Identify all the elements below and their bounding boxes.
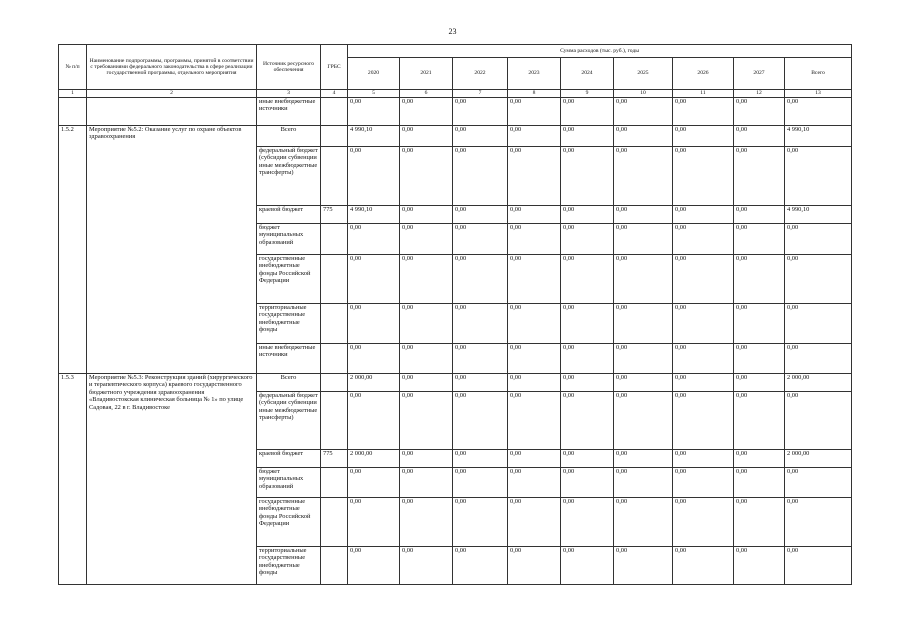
column-number: 8 — [508, 90, 561, 98]
header-year: 2022 — [453, 58, 508, 90]
value-cell: 0,00 — [453, 147, 508, 206]
value-cell: 0,00 — [400, 206, 453, 224]
value-cell: 0,00 — [508, 547, 561, 585]
value-cell: 0,00 — [785, 392, 852, 450]
value-cell: 0,00 — [508, 392, 561, 450]
value-cell: 0,00 — [400, 450, 453, 468]
value-cell: 0,00 — [453, 206, 508, 224]
header-year: 2023 — [508, 58, 561, 90]
grbs-code — [321, 344, 348, 374]
value-cell: 0,00 — [400, 147, 453, 206]
value-cell: 0,00 — [561, 344, 614, 374]
value-cell: 0,00 — [614, 498, 673, 547]
value-cell: 0,00 — [614, 126, 673, 147]
header-total: Всего — [785, 58, 852, 90]
value-cell: 0,00 — [508, 147, 561, 206]
value-cell: 0,00 — [453, 98, 508, 126]
value-cell: 0,00 — [785, 147, 852, 206]
value-cell: 0,00 — [785, 304, 852, 344]
value-cell: 0,00 — [785, 547, 852, 585]
value-cell: 0,00 — [348, 344, 400, 374]
value-cell: 0,00 — [673, 498, 734, 547]
header-year: 2024 — [561, 58, 614, 90]
value-cell: 0,00 — [400, 392, 453, 450]
value-cell: 0,00 — [400, 547, 453, 585]
value-cell: 0,00 — [673, 392, 734, 450]
value-cell: 0,00 — [785, 255, 852, 304]
header-year: 2020 — [348, 58, 400, 90]
column-number: 6 — [400, 90, 453, 98]
value-cell: 0,00 — [561, 255, 614, 304]
column-number: 2 — [87, 90, 257, 98]
value-cell: 0,00 — [785, 98, 852, 126]
value-cell: 0,00 — [734, 255, 785, 304]
value-cell: 0,00 — [561, 126, 614, 147]
value-cell: 2 000,00 — [348, 374, 400, 392]
activity-name: Мероприятие №5.2: Оказание услуг по охране объектов здравоохранения — [87, 126, 257, 374]
header-source: Источник ресурсного обеспечения — [257, 45, 321, 90]
value-cell: 0,00 — [400, 468, 453, 498]
value-cell: 0,00 — [453, 498, 508, 547]
grbs-code — [321, 224, 348, 255]
value-cell: 0,00 — [734, 498, 785, 547]
value-cell: 0,00 — [785, 468, 852, 498]
value-cell: 2 000,00 — [348, 450, 400, 468]
funding-source: государственные внебюджетные фонды Российской Федерации — [257, 255, 321, 304]
value-cell: 0,00 — [734, 468, 785, 498]
grbs-code — [321, 147, 348, 206]
value-cell: 2 000,00 — [785, 374, 852, 392]
value-cell: 0,00 — [400, 498, 453, 547]
value-cell: 0,00 — [453, 374, 508, 392]
funding-source-total: Всего — [257, 126, 321, 147]
value-cell: 0,00 — [673, 374, 734, 392]
grbs-code: 775 — [321, 206, 348, 224]
grbs-code — [321, 98, 348, 126]
value-cell: 0,00 — [348, 392, 400, 450]
value-cell: 0,00 — [400, 224, 453, 255]
activity-name: Мероприятие №5.3: Реконструкция зданий (хирургического и терапевтического корпуса) краевого государственного бюджетного учреждения здравоохранения «Владивостокская клиническая больница № 1» по улице Садовая, 22 в г. Владивостоке — [87, 374, 257, 585]
row-number — [59, 98, 87, 126]
grbs-code — [321, 374, 348, 392]
value-cell: 0,00 — [400, 344, 453, 374]
funding-source: краевой бюджет — [257, 206, 321, 224]
table-row — [59, 98, 852, 126]
value-cell: 4 990,10 — [785, 126, 852, 147]
header-year: 2021 — [400, 58, 453, 90]
value-cell: 0,00 — [348, 547, 400, 585]
value-cell: 0,00 — [673, 468, 734, 498]
header-grbs: ГРБС — [321, 45, 348, 90]
value-cell: 0,00 — [734, 98, 785, 126]
funding-source: иные внебюджетные источники — [257, 344, 321, 374]
value-cell: 0,00 — [508, 255, 561, 304]
grbs-code — [321, 255, 348, 304]
value-cell: 0,00 — [614, 547, 673, 585]
column-number: 11 — [673, 90, 734, 98]
value-cell: 0,00 — [673, 344, 734, 374]
value-cell: 0,00 — [614, 98, 673, 126]
value-cell: 0,00 — [561, 498, 614, 547]
value-cell: 4 990,10 — [785, 206, 852, 224]
value-cell: 0,00 — [614, 255, 673, 304]
value-cell: 0,00 — [348, 498, 400, 547]
value-cell: 0,00 — [453, 255, 508, 304]
header-name: Наименование подпрограммы, программы, принятой в соответствии с требованиями федерального законодательства в сфере реализации государственной программы, отдельного мероприятия — [87, 45, 257, 90]
value-cell: 0,00 — [673, 224, 734, 255]
value-cell: 0,00 — [508, 374, 561, 392]
page-number: 23 — [448, 27, 457, 36]
value-cell: 0,00 — [561, 392, 614, 450]
header-year: 2026 — [673, 58, 734, 90]
table-row — [59, 374, 852, 392]
value-cell: 0,00 — [453, 468, 508, 498]
value-cell: 0,00 — [348, 98, 400, 126]
value-cell: 0,00 — [348, 224, 400, 255]
value-cell: 0,00 — [453, 224, 508, 255]
value-cell: 0,00 — [400, 374, 453, 392]
value-cell: 0,00 — [614, 147, 673, 206]
value-cell: 0,00 — [734, 126, 785, 147]
value-cell: 0,00 — [453, 547, 508, 585]
value-cell: 0,00 — [673, 304, 734, 344]
value-cell: 2 000,00 — [785, 450, 852, 468]
value-cell: 0,00 — [348, 304, 400, 344]
header-year: 2027 — [734, 58, 785, 90]
value-cell: 0,00 — [614, 224, 673, 255]
value-cell: 0,00 — [561, 206, 614, 224]
row-number: 1.5.2 — [59, 126, 87, 374]
column-number: 5 — [348, 90, 400, 98]
value-cell: 0,00 — [734, 206, 785, 224]
column-number: 10 — [614, 90, 673, 98]
value-cell: 0,00 — [561, 547, 614, 585]
value-cell: 0,00 — [400, 304, 453, 344]
grbs-code — [321, 304, 348, 344]
value-cell: 0,00 — [673, 147, 734, 206]
value-cell: 0,00 — [508, 498, 561, 547]
activity-name — [87, 98, 257, 126]
funding-source: федеральный бюджет (субсидии субвенции иные межбюджетные трансферты) — [257, 147, 321, 206]
value-cell: 0,00 — [614, 344, 673, 374]
column-number: 4 — [321, 90, 348, 98]
grbs-code — [321, 126, 348, 147]
value-cell: 0,00 — [453, 344, 508, 374]
funding-source: бюджет муниципальных образований — [257, 224, 321, 255]
funding-source-total: Всего — [257, 374, 321, 392]
value-cell: 0,00 — [673, 98, 734, 126]
funding-source: иные внебюджетные источники — [257, 98, 321, 126]
value-cell: 0,00 — [614, 374, 673, 392]
grbs-code — [321, 468, 348, 498]
funding-source: государственные внебюджетные фонды Российской Федерации — [257, 498, 321, 547]
value-cell: 0,00 — [453, 126, 508, 147]
value-cell: 0,00 — [508, 344, 561, 374]
funding-source: бюджет муниципальных образований — [257, 468, 321, 498]
value-cell: 0,00 — [673, 547, 734, 585]
value-cell: 0,00 — [734, 392, 785, 450]
value-cell: 0,00 — [785, 224, 852, 255]
header-year: 2025 — [614, 58, 673, 90]
value-cell: 0,00 — [673, 450, 734, 468]
column-number: 7 — [453, 90, 508, 98]
value-cell: 0,00 — [673, 126, 734, 147]
value-cell: 0,00 — [734, 374, 785, 392]
funding-source: краевой бюджет — [257, 450, 321, 468]
column-number: 1 — [59, 90, 87, 98]
grbs-code: 775 — [321, 450, 348, 468]
table-row — [59, 126, 852, 147]
value-cell: 0,00 — [508, 450, 561, 468]
value-cell: 0,00 — [561, 98, 614, 126]
column-number: 12 — [734, 90, 785, 98]
value-cell: 4 990,10 — [348, 126, 400, 147]
value-cell: 0,00 — [508, 224, 561, 255]
value-cell: 0,00 — [561, 147, 614, 206]
header-num: № п/п — [59, 45, 87, 90]
funding-source: федеральный бюджет (субсидии субвенции иные межбюджетные трансферты) — [257, 392, 321, 450]
value-cell: 0,00 — [734, 450, 785, 468]
value-cell: 0,00 — [508, 98, 561, 126]
value-cell: 0,00 — [614, 206, 673, 224]
value-cell: 0,00 — [561, 304, 614, 344]
funding-source: территориальные государственные внебюджетные фонды — [257, 547, 321, 585]
value-cell: 0,00 — [673, 255, 734, 304]
budget-table — [58, 44, 852, 585]
value-cell: 0,00 — [508, 304, 561, 344]
value-cell: 0,00 — [734, 304, 785, 344]
value-cell: 0,00 — [673, 206, 734, 224]
value-cell: 0,00 — [614, 450, 673, 468]
value-cell: 0,00 — [453, 304, 508, 344]
value-cell: 0,00 — [453, 450, 508, 468]
value-cell: 0,00 — [508, 126, 561, 147]
header-sum: Сумма расходов (тыс. руб.), годы — [348, 45, 852, 58]
column-number: 13 — [785, 90, 852, 98]
grbs-code — [321, 547, 348, 585]
value-cell: 0,00 — [561, 450, 614, 468]
value-cell: 0,00 — [400, 98, 453, 126]
value-cell: 0,00 — [785, 498, 852, 547]
value-cell: 0,00 — [734, 547, 785, 585]
value-cell: 0,00 — [348, 468, 400, 498]
value-cell: 0,00 — [614, 392, 673, 450]
funding-source: территориальные государственные внебюджетные фонды — [257, 304, 321, 344]
value-cell: 0,00 — [785, 344, 852, 374]
value-cell: 4 990,10 — [348, 206, 400, 224]
value-cell: 0,00 — [734, 344, 785, 374]
value-cell: 0,00 — [734, 147, 785, 206]
column-number: 3 — [257, 90, 321, 98]
row-number: 1.5.3 — [59, 374, 87, 585]
grbs-code — [321, 498, 348, 547]
grbs-code — [321, 392, 348, 450]
value-cell: 0,00 — [508, 468, 561, 498]
column-number: 9 — [561, 90, 614, 98]
value-cell: 0,00 — [561, 224, 614, 255]
value-cell: 0,00 — [614, 304, 673, 344]
value-cell: 0,00 — [614, 468, 673, 498]
value-cell: 0,00 — [348, 255, 400, 304]
value-cell: 0,00 — [453, 392, 508, 450]
value-cell: 0,00 — [508, 206, 561, 224]
value-cell: 0,00 — [400, 126, 453, 147]
value-cell: 0,00 — [734, 224, 785, 255]
value-cell: 0,00 — [400, 255, 453, 304]
value-cell: 0,00 — [348, 147, 400, 206]
value-cell: 0,00 — [561, 468, 614, 498]
value-cell: 0,00 — [561, 374, 614, 392]
